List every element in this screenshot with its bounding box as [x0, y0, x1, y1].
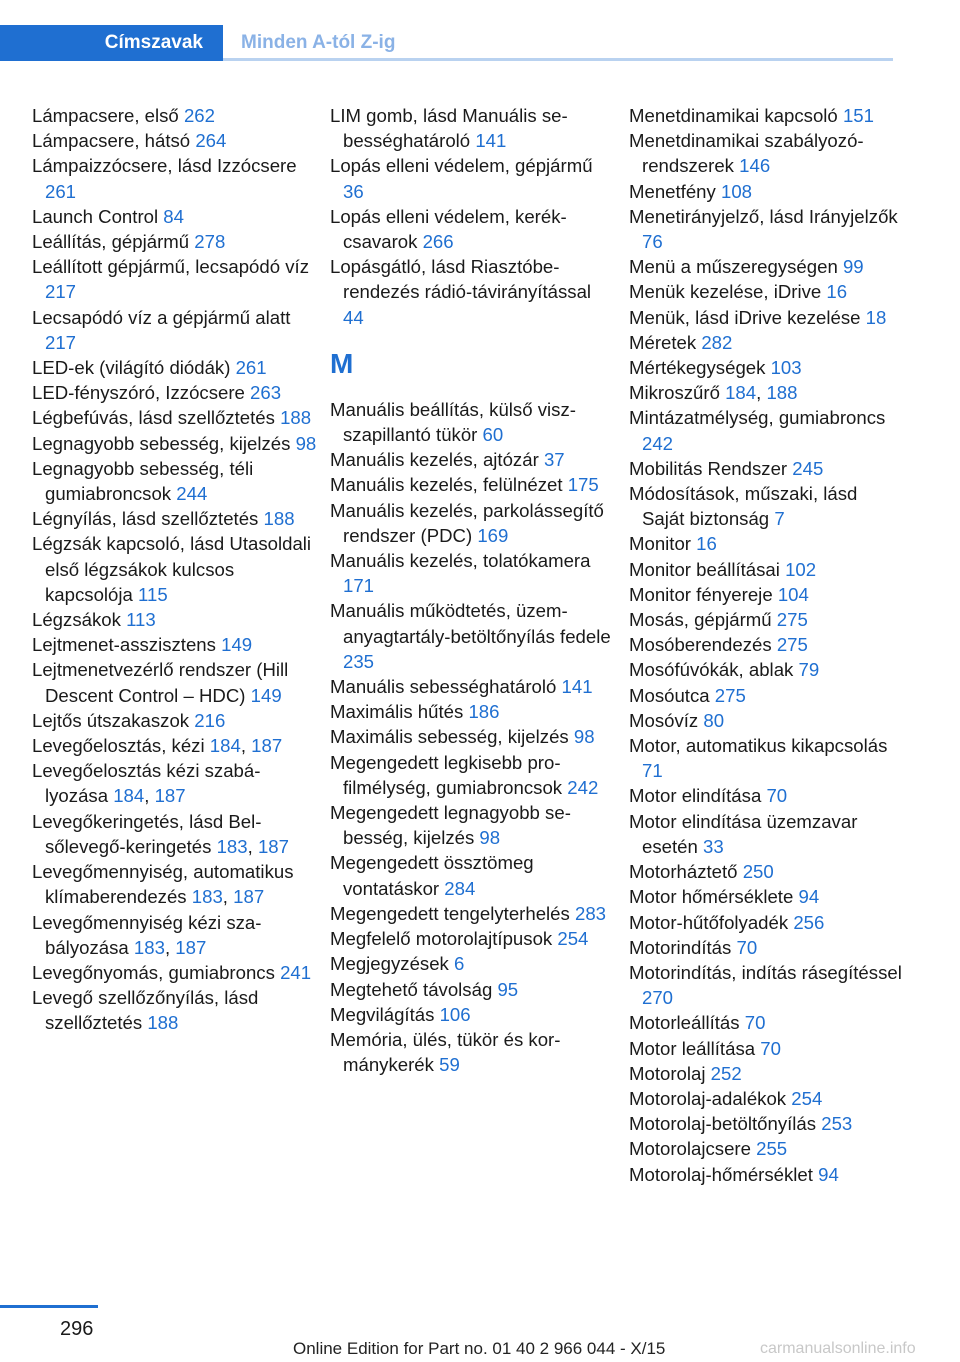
page-number-bar [0, 1305, 98, 1308]
index-entry-text: Motorindítás [629, 936, 737, 958]
index-entry [330, 1002, 615, 1027]
index-entry-text: Motorolaj [629, 1062, 711, 1084]
page-link[interactable]: 275 [714, 684, 746, 706]
index-entry-text: Megjegyzések [330, 953, 455, 975]
index-entry-text: Megvilágítás [330, 1003, 440, 1025]
page-link[interactable]: 183 [216, 835, 248, 857]
index-entry-text: Manuális működtetés, üzemanyagtartály-betöltőnyílás fedele [330, 600, 611, 647]
page-link[interactable]: 99 [842, 256, 864, 278]
footer-edition-text: Online Edition for Part no. 01 40 2 966 044 - X/15 [293, 1339, 666, 1358]
page-link[interactable]: 70 [760, 1037, 781, 1059]
page-link[interactable]: 217 [45, 281, 77, 303]
index-entry-text: Monitor beállításai [629, 558, 786, 580]
index-entry [330, 674, 615, 699]
page-link[interactable]: 254 [791, 1087, 823, 1109]
index-entry [32, 960, 317, 985]
page-link[interactable]: 98 [479, 827, 501, 849]
index-entry [32, 708, 317, 733]
index-entry [330, 254, 615, 330]
index-entry [629, 254, 904, 279]
index-entry [330, 447, 615, 472]
index-entry [629, 1010, 904, 1035]
index-entry [629, 179, 904, 204]
page-link[interactable]: 95 [497, 978, 519, 1000]
page-link[interactable]: 103 [770, 357, 802, 379]
page-link[interactable]: 44 [343, 306, 364, 328]
index-entry-text: Légnyílás, lásd szellőztetés [32, 508, 264, 530]
index-entry-text: Légzsák kapcsoló, lásd Utasoldali első légzsákok kulcsos kapcsolója [32, 533, 312, 605]
index-entry-text: Mértékegységek [629, 357, 771, 379]
index-entry [32, 809, 317, 859]
page-link[interactable]: 184 [209, 735, 241, 757]
index-entry-text: Manuális sebességhatároló [330, 676, 562, 698]
page-link[interactable]: 188 [766, 382, 798, 404]
page-link[interactable]: 284 [444, 877, 476, 899]
index-entry-text: Menük kezelése, iDrive [629, 281, 827, 303]
letter-heading-m: M [330, 347, 354, 379]
page-link[interactable]: 235 [343, 650, 375, 672]
index-entry [32, 431, 317, 456]
page-link[interactable]: 84 [163, 205, 184, 227]
index-entry-text: Megfelelő motorolajtípusok [330, 928, 558, 950]
page-link[interactable]: 187 [233, 886, 265, 908]
index-entry-text: Mosás, gépjármű [629, 609, 777, 631]
index-entry [629, 305, 904, 330]
index-entry [330, 103, 615, 153]
index-entry-text: Lejtmenet-asszisztens [32, 634, 222, 656]
page-link[interactable]: 16 [696, 533, 717, 555]
page-link[interactable]: 79 [798, 659, 820, 681]
page-link[interactable]: 261 [45, 180, 77, 202]
index-entry-text: Mosóberendezés [629, 634, 777, 656]
page-link[interactable]: 256 [793, 911, 825, 933]
index-entry [32, 657, 317, 707]
index-entry [32, 229, 317, 254]
page-link[interactable]: 6 [454, 953, 465, 975]
index-entry [629, 859, 904, 884]
page-link[interactable]: 146 [739, 155, 771, 177]
index-entry [629, 1086, 904, 1111]
page-link[interactable]: 187 [257, 835, 289, 857]
index-entry [32, 758, 317, 808]
index-entry [629, 960, 904, 1010]
page-separator: , [222, 886, 234, 908]
index-entry [629, 557, 904, 582]
page-link[interactable]: 184 [725, 382, 757, 404]
index-entry-text: Motorindítás, indítás rásegítéssel [629, 961, 902, 983]
index-entry [629, 809, 904, 859]
index-entry-text: Mosófúvókák, ablak [629, 659, 799, 681]
page-link[interactable]: 216 [194, 709, 226, 731]
index-entry-text: Lopás elleni védelem, kerékcsavarok [330, 205, 567, 253]
page-link[interactable]: 98 [573, 726, 595, 748]
page-link[interactable]: 245 [792, 457, 824, 479]
index-column-1 [32, 103, 317, 1036]
page-link[interactable]: 250 [742, 861, 774, 883]
index-entry [629, 380, 904, 405]
page-link[interactable]: 188 [147, 1012, 179, 1034]
index-entry [330, 800, 615, 850]
index-entry [629, 683, 904, 708]
page-separator: , [247, 835, 258, 857]
index-entry-text: Mosóvíz [629, 709, 704, 731]
index-entry-text: Menetfény [629, 180, 721, 202]
index-entry-text: Lecsapódó víz a gépjármű alatt [32, 306, 291, 328]
index-entry-text: Megtehető távolság [330, 978, 498, 1000]
page-link[interactable]: 151 [842, 105, 874, 126]
index-entry-text: Légbefúvás, lásd szellőztetés [32, 407, 281, 429]
index-entry-text: Megengedett tengelyterhelés [330, 902, 575, 924]
page-link[interactable]: 275 [776, 634, 808, 656]
tab-minden-a-tol-z-ig[interactable]: Minden A-tól Z-ig [241, 32, 396, 53]
page-link[interactable]: 261 [235, 357, 267, 379]
index-entry-text: Menetdinamikai kapcsoló [629, 105, 843, 126]
index-entry-text: Megengedett legnagyobb sebesség, kijelzés [330, 802, 571, 849]
index-entry [629, 405, 904, 455]
page-header [0, 0, 960, 64]
page-link[interactable]: 37 [543, 449, 565, 471]
page-link[interactable]: 33 [703, 835, 724, 857]
index-entry-text: Levegőmennyiség kézi szabályozása [32, 911, 262, 958]
index-entry-text: Módosítások, műszaki, lásd Saját biztonság [629, 483, 858, 530]
index-entry-text: Menetirányjelző, lásd Irányjelzők [629, 205, 898, 227]
index-entry [629, 204, 904, 254]
page-link[interactable]: 241 [280, 961, 312, 983]
index-entry-text: Levegő szellőzőnyílás, lásd szellőztetés [32, 987, 259, 1034]
index-entry [629, 935, 904, 960]
index-entry [32, 128, 317, 153]
index-entry [330, 977, 615, 1002]
index-entry-text: Manuális kezelés, felülnézet [330, 474, 568, 496]
index-entry-text: Levegőelosztás, kézi [32, 735, 210, 757]
index-entry-text: Megengedett össztömeg vontatáskor [330, 852, 534, 899]
index-entry [629, 582, 904, 607]
page-link[interactable]: 183 [133, 936, 165, 958]
page-link[interactable]: 188 [280, 407, 312, 429]
index-entry-text: Megengedett legkisebb profilmélység, gumiabroncsok [330, 751, 568, 798]
index-entry [330, 724, 615, 749]
page-link[interactable]: 113 [126, 609, 156, 631]
page-link[interactable]: 253 [821, 1113, 853, 1135]
page-link[interactable]: 106 [439, 1003, 471, 1025]
index-entry [629, 657, 904, 682]
page-link[interactable]: 263 [250, 382, 282, 404]
index-entry-text: Mosóutca [629, 684, 715, 706]
index-entry [330, 850, 615, 900]
index-entry-text: Legnagyobb sebesség, téli gumiabroncsok [32, 457, 254, 505]
index-entry-text: Motorolaj-hőmérséklet [629, 1163, 819, 1185]
index-column-3 [629, 103, 904, 1187]
index-entry [330, 498, 615, 548]
index-entry [32, 456, 317, 506]
page-link[interactable]: 60 [482, 424, 504, 446]
index-entry-text: Lámpacsere, első [32, 105, 184, 126]
index-entry [629, 330, 904, 355]
index-entry [629, 1111, 904, 1136]
index-entry-text: Lámpaizzócsere, lásd Izzócsere [32, 155, 297, 177]
page-link[interactable]: 184 [113, 785, 145, 807]
index-entry-text: Lopásgátló, lásd Riasztóberendezés rádió-távirányítással [330, 256, 592, 303]
index-entry [32, 632, 317, 657]
index-entry-text: Motor elindítása [629, 785, 767, 807]
page-link[interactable]: 70 [744, 1012, 766, 1034]
index-entry [32, 153, 317, 203]
page-link[interactable]: 104 [777, 583, 809, 605]
index-entry [330, 1027, 615, 1077]
index-entry-text: Levegőelosztás kézi szabályozása [32, 760, 261, 807]
index-entry-text: Motorháztető [629, 861, 743, 883]
page-link[interactable]: 242 [642, 432, 674, 454]
page-link[interactable]: 76 [642, 231, 663, 253]
page-link[interactable]: 242 [567, 776, 599, 798]
page-link[interactable]: 171 [343, 575, 375, 597]
index-entry [330, 951, 615, 976]
page-link[interactable]: 108 [721, 180, 753, 202]
index-entry-text: Lámpacsere, hátsó [32, 130, 196, 152]
page-link[interactable]: 264 [195, 130, 227, 152]
tab-cimszavak[interactable]: Címszavak [0, 25, 223, 61]
page-link[interactable]: 244 [176, 483, 208, 505]
page-link[interactable]: 70 [736, 936, 758, 958]
index-entry-text: Motorolaj-betöltőnyílás [629, 1113, 822, 1135]
page-link[interactable]: 149 [250, 684, 282, 706]
index-entry-text: Méretek [629, 331, 702, 353]
page-link[interactable]: 188 [263, 508, 295, 530]
page-link[interactable]: 217 [45, 331, 77, 353]
index-group-l [330, 103, 615, 330]
index-entry [330, 397, 615, 447]
index-entry [629, 103, 904, 128]
index-entry-text: Mikroszűrő [629, 382, 726, 404]
index-entry-text: Menük, lásd iDrive kezelése [629, 306, 866, 328]
index-entry [629, 481, 904, 531]
index-entry-text: Motor, automatikus kikapcsolás [629, 735, 888, 757]
index-entry-text: Maximális hűtés [330, 701, 469, 723]
index-entry [32, 506, 317, 531]
index-entry-text: Motor-hűtőfolyadék [629, 911, 794, 933]
page-link[interactable]: 94 [798, 886, 820, 908]
index-entry [629, 733, 904, 783]
index-entry-text: Levegőnyomás, gumiabroncs [32, 961, 281, 983]
index-entry-text: Maximális sebesség, kijelzés [330, 726, 574, 748]
page-link[interactable]: 16 [826, 281, 848, 303]
index-entry [32, 380, 317, 405]
page-link[interactable]: 141 [561, 676, 593, 698]
page-link[interactable]: 94 [818, 1163, 839, 1185]
index-entry-text: Motorolajcsere [629, 1138, 757, 1160]
index-entry-text: Lejtős útszakaszok [32, 709, 195, 731]
index-entry-text: Mintázatmélység, gumiabroncs [629, 407, 886, 429]
page-separator: , [756, 382, 767, 404]
page-separator: , [164, 936, 176, 958]
page-link[interactable]: 183 [191, 886, 223, 908]
index-entry-text: Lopás elleni védelem, gépjármű [330, 155, 593, 177]
index-entry [629, 1036, 904, 1061]
index-entry [629, 456, 904, 481]
page-link[interactable]: 283 [575, 902, 607, 924]
index-entry [629, 1162, 904, 1187]
index-entry-text: LIM gomb, lásd Manuális sebességhatároló [330, 105, 568, 152]
page-link[interactable]: 175 [567, 474, 599, 496]
index-entry-text: Monitor [629, 533, 697, 555]
page-link[interactable]: 71 [642, 760, 663, 782]
index-entry-text: Motor elindítása üzemzavar esetén [629, 810, 858, 857]
index-entry [32, 405, 317, 430]
index-entry [629, 783, 904, 808]
page-link[interactable]: 254 [557, 928, 589, 950]
index-entry [32, 204, 317, 229]
page-link[interactable]: 80 [703, 709, 725, 731]
index-entry-text: Manuális kezelés, ajtózár [330, 449, 544, 471]
index-entry [629, 1136, 904, 1161]
index-entry-text: LED-fényszóró, Izzócsere [32, 382, 251, 404]
page-link[interactable]: 262 [183, 105, 215, 126]
index-entry-text: Menü a műszeregységen [629, 256, 843, 278]
index-entry [330, 153, 615, 203]
index-entry [330, 204, 615, 254]
page-link[interactable]: 275 [776, 609, 808, 631]
page-link[interactable]: 252 [710, 1062, 742, 1084]
page-link[interactable]: 255 [756, 1138, 788, 1160]
index-entry-text: Motorolaj-adalékok [629, 1087, 792, 1109]
index-entry [330, 598, 615, 674]
index-entry [32, 733, 317, 758]
index-entry [629, 279, 904, 304]
index-group-m [330, 397, 615, 1077]
page-link[interactable]: 266 [422, 231, 454, 253]
index-entry-text: Motorleállítás [629, 1012, 745, 1034]
page-separator: , [240, 735, 252, 757]
index-entry-text: Lejtmenetvezérlő rendszer (Hill Descent Control – HDC) [32, 659, 289, 706]
header-divider [223, 58, 893, 61]
index-entry [629, 910, 904, 935]
page-link[interactable]: 149 [221, 634, 253, 656]
index-entry-text: Memória, ülés, tükör és kormánykerék [330, 1028, 561, 1076]
page-link[interactable]: 187 [251, 735, 283, 757]
index-entry [629, 884, 904, 909]
index-entry [330, 699, 615, 724]
index-entry [32, 355, 317, 380]
page-number: 296 [60, 1318, 94, 1340]
page-link[interactable]: 59 [439, 1054, 460, 1076]
index-entry [629, 1061, 904, 1086]
index-entry-text: Manuális beállítás, külső viszszapillantó tükör [330, 398, 576, 446]
index-entry [629, 355, 904, 380]
index-entry-text: Manuális kezelés, tolatókamera [330, 550, 591, 572]
page-link[interactable]: 169 [477, 524, 509, 546]
page-link[interactable]: 278 [194, 231, 226, 253]
index-entry-text: Levegőkeringetés, lásd Belsőlevegő-keringetés [32, 810, 262, 857]
index-entry-text: Motor hőmérséklete [629, 886, 799, 908]
index-entry [32, 305, 317, 355]
watermark-text: carmanualsonline.info [760, 1340, 916, 1357]
index-entry [629, 708, 904, 733]
page-link[interactable]: 282 [701, 331, 733, 353]
page-link[interactable]: 141 [475, 130, 507, 152]
index-entry [629, 128, 904, 178]
index-entry-text: Légzsákok [32, 609, 127, 631]
page-separator: , [144, 785, 155, 807]
index-entry [32, 607, 317, 632]
page-link[interactable]: 187 [154, 785, 186, 807]
page-link[interactable]: 187 [175, 936, 207, 958]
index-entry [32, 103, 317, 128]
index-entry [330, 750, 615, 800]
page-link[interactable]: 7 [774, 508, 785, 530]
index-entry-text: Leállítás, gépjármű [32, 231, 195, 253]
page-link[interactable]: 115 [138, 583, 168, 605]
page-link[interactable]: 102 [785, 558, 817, 580]
index-entry-text: Levegőmennyiség, automatikus klímaberendezés [32, 861, 294, 908]
index-entry [32, 254, 317, 304]
page-link[interactable]: 18 [865, 306, 887, 328]
index-entry [32, 910, 317, 960]
index-entry-text: Monitor fényereje [629, 583, 778, 605]
index-entry [330, 901, 615, 926]
page-link[interactable]: 186 [468, 701, 500, 723]
index-entry [629, 607, 904, 632]
page-link[interactable]: 36 [343, 180, 364, 202]
index-entry [32, 531, 317, 607]
index-column-2 [330, 103, 615, 1077]
index-entry [330, 926, 615, 951]
index-entry [330, 472, 615, 497]
page-link[interactable]: 98 [295, 432, 317, 454]
page-link[interactable]: 70 [766, 785, 788, 807]
index-entry-text: Legnagyobb sebesség, kijelzés [32, 432, 296, 454]
index-entry [32, 859, 317, 909]
page-link[interactable]: 270 [642, 987, 674, 1009]
index-entry-text: LED-ek (világító diódák) [32, 357, 236, 379]
index-entry-text: Launch Control [32, 205, 164, 227]
index-entry-text: Motor leállítása [629, 1037, 761, 1059]
index-entry [330, 548, 615, 598]
index-entry [32, 985, 317, 1035]
index-entry-text: Mobilitás Rendszer [629, 457, 793, 479]
index-entry [629, 531, 904, 556]
index-entry-text: Leállított gépjármű, lecsapódó víz [32, 256, 309, 278]
index-entry-text: Manuális kezelés, parkolássegítő rendszer (PDC) [330, 499, 604, 546]
index-entry [629, 632, 904, 657]
index-entry-text: Menetdinamikai szabályozórendszerek [629, 130, 864, 177]
